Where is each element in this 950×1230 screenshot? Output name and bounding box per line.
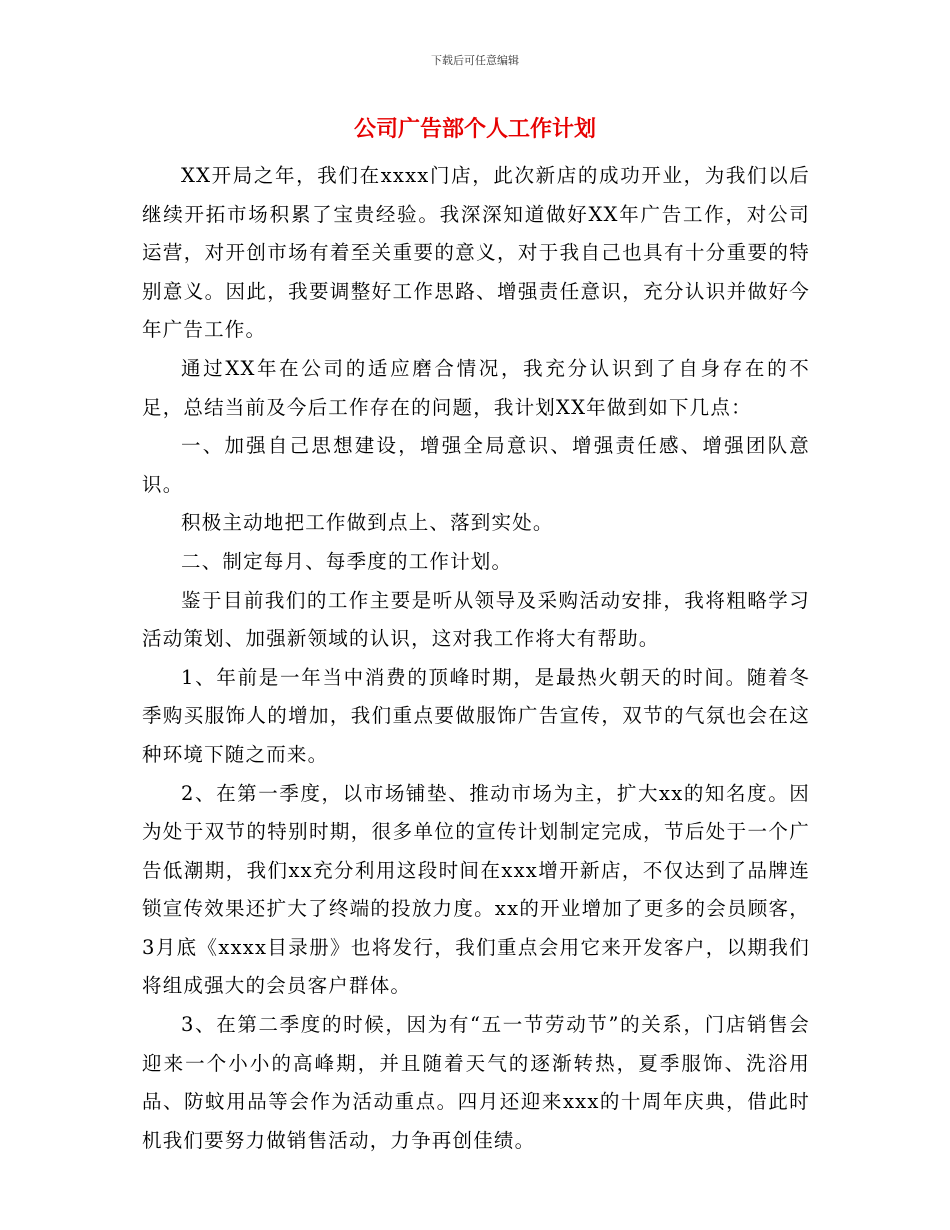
document-title: 公司广告部个人工作计划 (353, 117, 596, 142)
paragraph-item-1: 1、年前是一年当中消费的顶峰时期，是最热火朝天的时间。随着冬季购买服饰人的增加，我们重点要做服饰广告宣传，双节的气氛也会在这种环境下随之而来。 (142, 665, 810, 766)
paragraph-point-1-detail: 积极主动地把工作做到点上、落到实处。 (181, 511, 554, 535)
paragraph-item-3: 3、在第二季度的时候，因为有“五一节劳动节”的关系，门店销售会迎来一个小小的高峰期，并且随着天气的逐渐转热，夏季服饰、洗浴用品、防蚊用品等会作为活动重点。四月还迎来xxx的十周年庆典，借此时机我们要努力做销售活动，力争再创佳绩。 (142, 1013, 810, 1152)
paragraph-point-2: 二、制定每月、每季度的工作计划。 (181, 549, 513, 573)
paragraph-summary: 通过XX年在公司的适应磨合情况，我充分认识到了自身存在的不足，总结当前及今后工作存在的问题，我计划XX年做到如下几点： (142, 356, 810, 419)
paragraph-intro: XX开局之年，我们在xxxx门店，此次新店的成功开业，为我们以后继续开拓市场积累了宝贵经验。我深深知道做好XX年广告工作，对公司运营，对开创市场有着至关重要的意义，对于我自己也具有十分重要的特别意义。因此，我要调整好工作思路、增强责任意识，充分认识并做好今年广告工作。 (142, 164, 810, 342)
paragraph-point-1: 一、加强自己思想建设，增强全局意识、增强责任感、增强团队意识。 (142, 434, 810, 496)
paragraph-item-2: 2、在第一季度，以市场铺垫、推动市场为主，扩大xx的知名度。因为处于双节的特别时期，很多单位的宣传计划制定完成，节后处于一个广告低潮期，我们xx充分利用这段时间在xxx增开新店，不仅达到了品牌连锁宣传效果还扩大了终端的投放力度。xx的开业增加了更多的会员顾客，3月底《xxxx目录册》也将发行，我们重点会用它来开发客户，以期我们将组成强大的会员客户群体。 (142, 781, 810, 998)
document-body (142, 157, 810, 1160)
paragraph-point-2-detail: 鉴于目前我们的工作主要是听从领导及采购活动安排，我将粗略学习活动策划、加强新领域的认识，这对我工作将大有帮助。 (142, 588, 810, 651)
header-note: 下载后可任意编辑 (431, 54, 519, 67)
